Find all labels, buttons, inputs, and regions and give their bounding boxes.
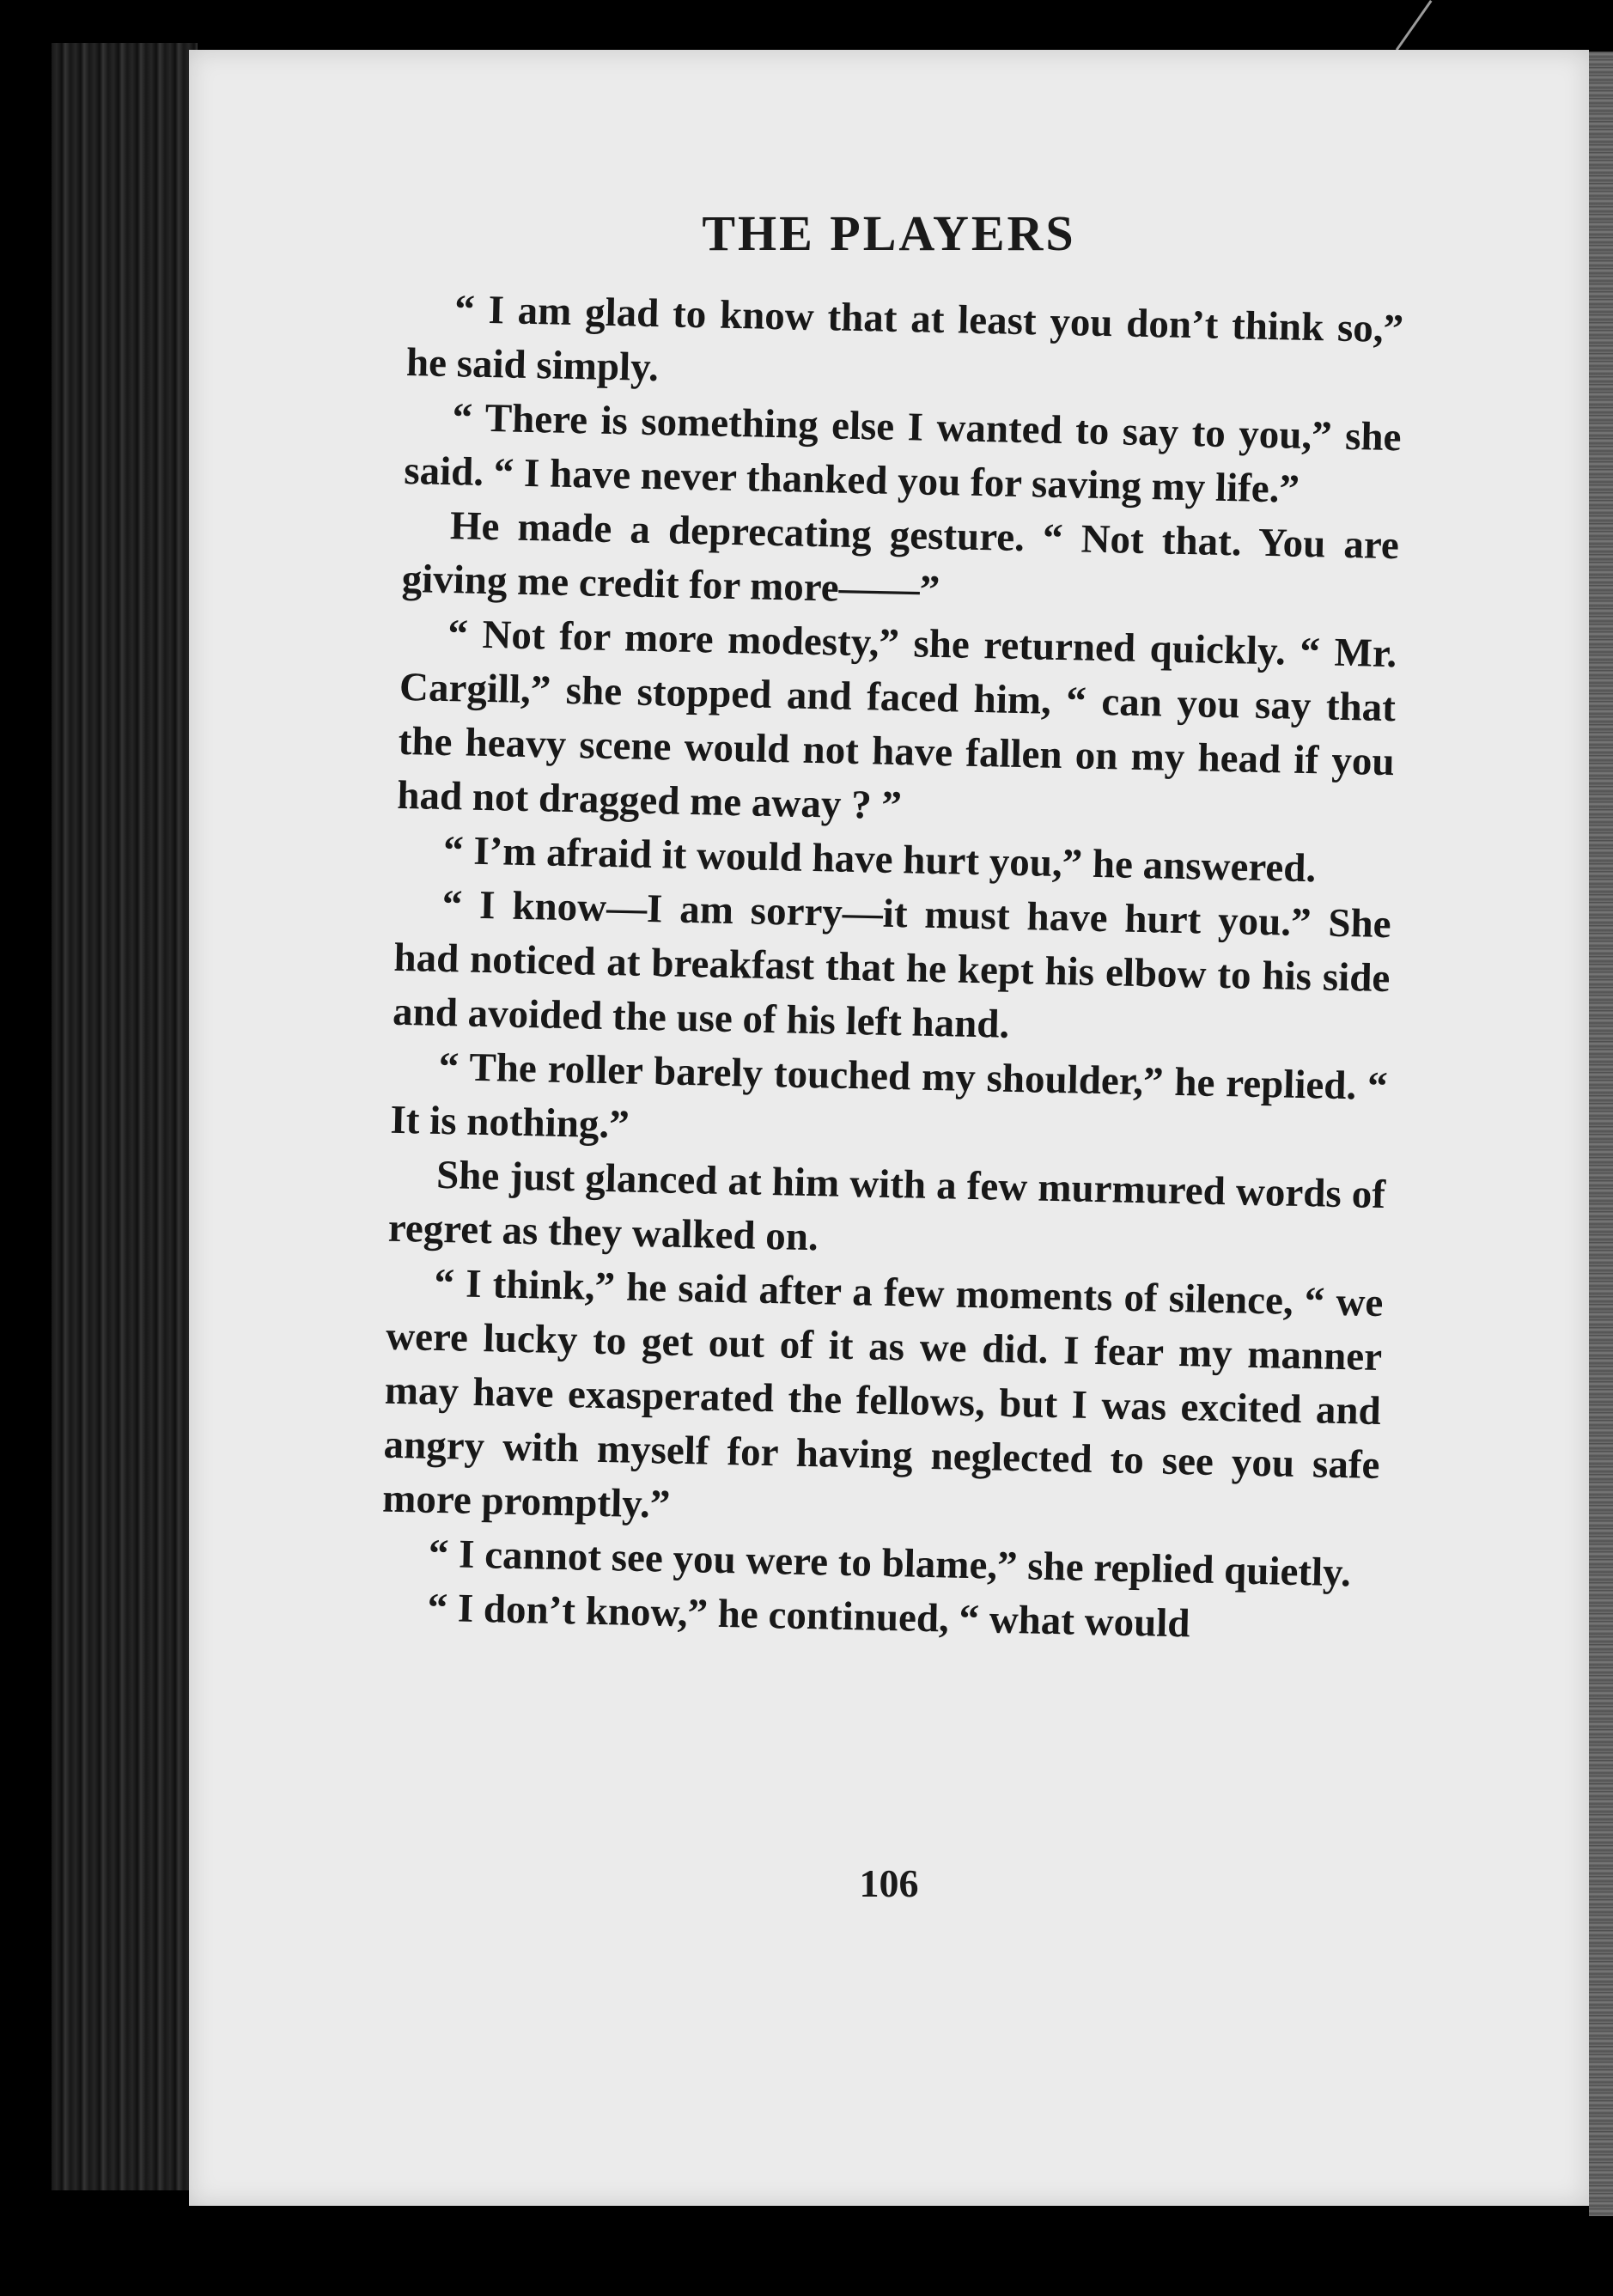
paragraph: “ I’m afraid it would have hurt you,” he answered. xyxy=(442,828,1317,892)
paragraph: “ I don’t know,” he continued, “ what would xyxy=(427,1585,1191,1647)
book-page xyxy=(189,50,1589,2206)
book-spine-edge xyxy=(52,43,198,2190)
body-text xyxy=(380,282,1404,1655)
paragraph: “ I know—I am sorry—it must have hurt you.” She had noticed at breakfast that he kept his elbow to his side and avoided the use of his left hand. xyxy=(392,881,1392,1047)
paragraph: “ There is something else I wanted to say to you,” she said. “ I have never thanked you for saving my life.” xyxy=(403,395,1403,512)
paragraph: “ I think,” he said after a few moments of silence, “ we were lucky to get out of it as we did. I fear my manner may have exasperated the fellows, but I was excited and angry with myself for having neglected to see you safe more promptly.” xyxy=(381,1260,1384,1527)
page-fore-edge xyxy=(1589,52,1613,2216)
paragraph: “ Not for more modesty,” she returned quickly. “ Mr. Cargill,” she stopped and faced him, “ can you say that the heavy scene would not have fallen on my head if you had not dragged me away ? ” xyxy=(396,612,1397,829)
page-number: 106 xyxy=(859,1861,919,1905)
paragraph: “ I am glad to know that at least you don’t think so,” he said simply. xyxy=(405,287,1404,391)
paragraph: “ I cannot see you were to blame,” she replied quietly. xyxy=(428,1531,1352,1596)
running-head: THE PLAYERS xyxy=(702,205,1076,261)
paragraph: “ The roller barely touched my shoulder,” he replied. “ It is nothing.” xyxy=(390,1044,1389,1148)
paragraph: She just glanced at him with a few murmured words of regret as they walked on. xyxy=(387,1152,1386,1260)
paragraph: He made a deprecating gesture. “ Not that. You are giving me credit for more——” xyxy=(401,503,1400,613)
